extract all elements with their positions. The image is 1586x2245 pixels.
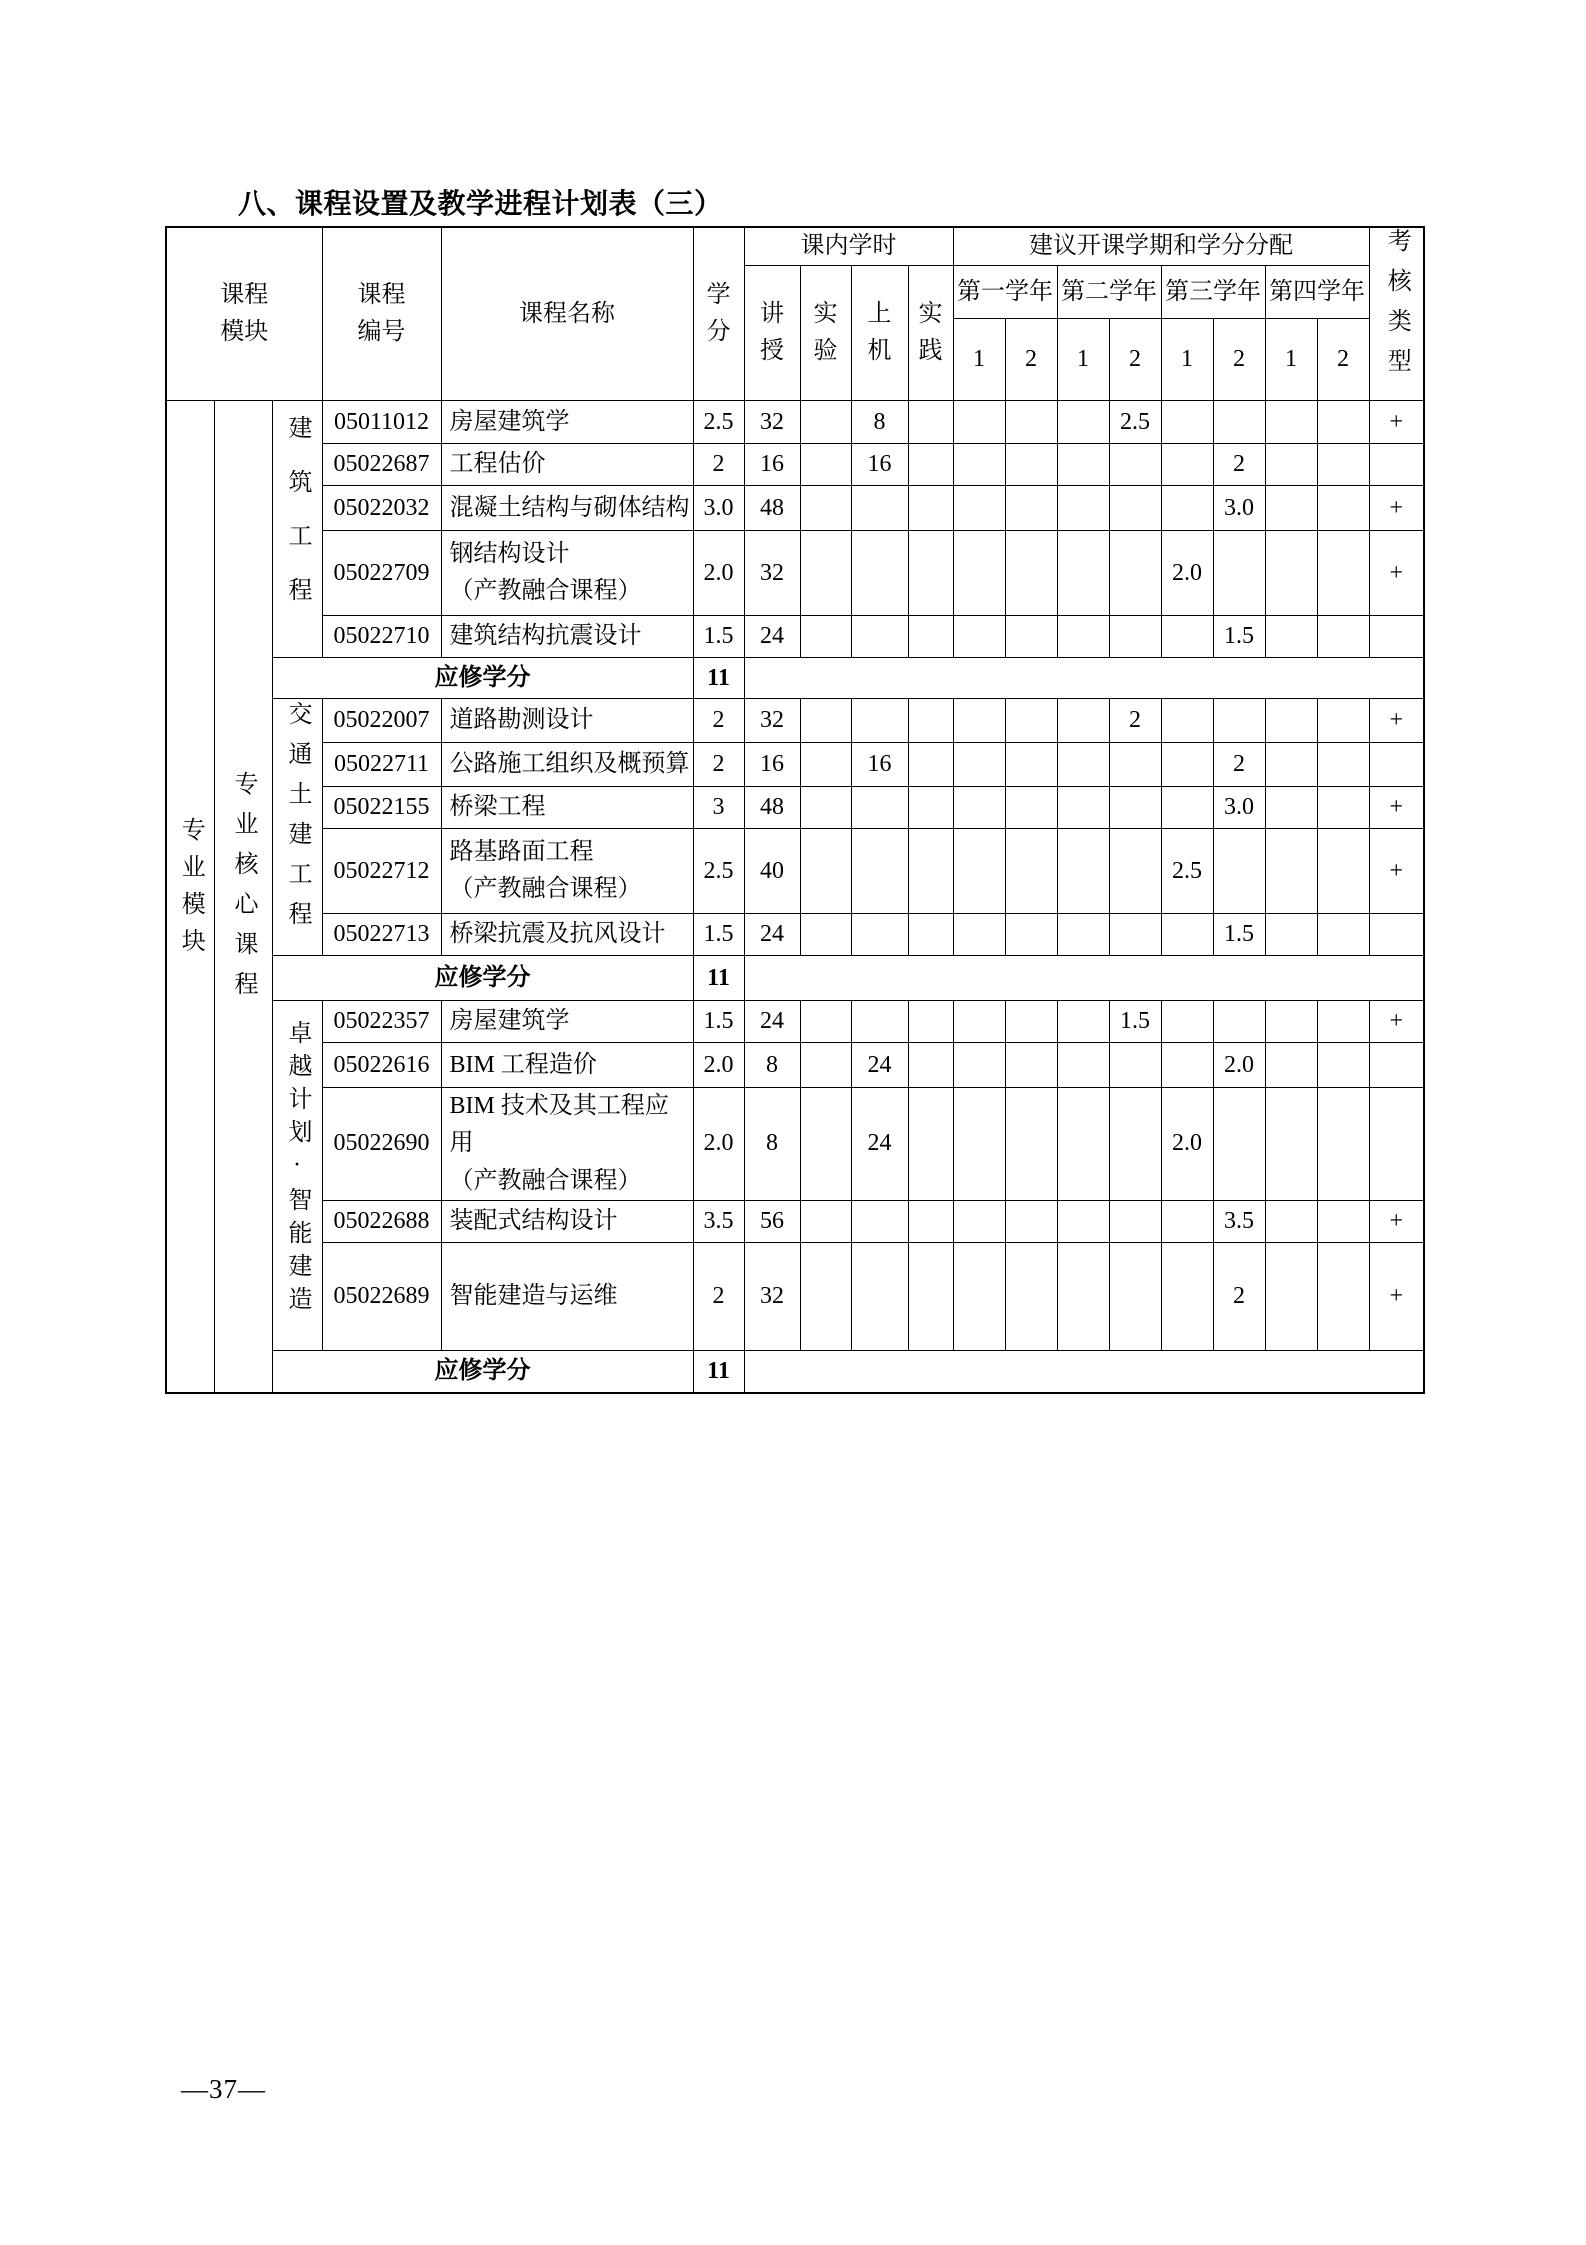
table-cell bbox=[1317, 829, 1369, 914]
table-cell bbox=[908, 1242, 953, 1350]
table-cell bbox=[1317, 787, 1369, 829]
credit: 1.5 bbox=[693, 914, 744, 956]
exam-type: + bbox=[1369, 787, 1424, 829]
required-credits-value: 11 bbox=[693, 658, 744, 699]
table-cell bbox=[908, 743, 953, 787]
sem-credit: 1.5 bbox=[1109, 1001, 1161, 1043]
exam-type: + bbox=[1369, 1242, 1424, 1350]
sem-credit: 2.5 bbox=[1161, 829, 1213, 914]
table-cell bbox=[1057, 1043, 1109, 1088]
exam-type: + bbox=[1369, 829, 1424, 914]
table-cell bbox=[1317, 1200, 1369, 1242]
exam-type: + bbox=[1369, 1200, 1424, 1242]
exam-type bbox=[1369, 616, 1424, 658]
table-cell bbox=[908, 1001, 953, 1043]
table-cell bbox=[953, 1242, 1005, 1350]
credit: 2 bbox=[693, 1242, 744, 1350]
table-cell bbox=[1057, 616, 1109, 658]
table-cell bbox=[1109, 486, 1161, 531]
page-title: 八、课程设置及教学进程计划表（三） bbox=[238, 188, 723, 219]
table-cell bbox=[1265, 444, 1317, 486]
table-cell bbox=[1213, 531, 1265, 616]
course-name: 工程估价 bbox=[441, 444, 693, 486]
table-cell bbox=[1057, 699, 1109, 743]
course-code: 05022711 bbox=[322, 743, 441, 787]
required-credits-label: 应修学分 bbox=[272, 956, 693, 1001]
header-lecture: 讲 授 bbox=[744, 266, 800, 401]
table-cell bbox=[1213, 699, 1265, 743]
exam-type bbox=[1369, 1088, 1424, 1201]
table-cell bbox=[800, 444, 851, 486]
credit: 2.5 bbox=[693, 829, 744, 914]
header-practice: 实 践 bbox=[908, 266, 953, 401]
sem-credit: 2 bbox=[1109, 699, 1161, 743]
course-name: 装配式结构设计 bbox=[441, 1200, 693, 1242]
table-cell bbox=[908, 531, 953, 616]
table-cell bbox=[1213, 401, 1265, 444]
group-label: 建筑工程 bbox=[272, 401, 322, 658]
group-label: 卓越计划·智能建造 bbox=[272, 1001, 322, 1351]
header-year4: 第四学年 bbox=[1265, 266, 1369, 319]
table-cell bbox=[800, 699, 851, 743]
hours-lecture: 32 bbox=[744, 401, 800, 444]
table-cell bbox=[1005, 743, 1057, 787]
required-credits-label: 应修学分 bbox=[272, 1350, 693, 1393]
header-y4s2: 2 bbox=[1317, 319, 1369, 401]
table-cell bbox=[1317, 531, 1369, 616]
table-cell bbox=[800, 829, 851, 914]
table-cell bbox=[1109, 743, 1161, 787]
exam-type: + bbox=[1369, 486, 1424, 531]
header-year2: 第二学年 bbox=[1057, 266, 1161, 319]
table-cell bbox=[1317, 1043, 1369, 1088]
table-cell bbox=[1005, 1001, 1057, 1043]
table-cell bbox=[800, 1200, 851, 1242]
credit: 3.0 bbox=[693, 486, 744, 531]
course-name: 路基路面工程 （产教融合课程） bbox=[441, 829, 693, 914]
table-cell bbox=[1005, 616, 1057, 658]
module-label: 专业模块 bbox=[166, 401, 214, 1394]
credit: 2 bbox=[693, 743, 744, 787]
hours-lecture: 32 bbox=[744, 1242, 800, 1350]
table-cell bbox=[1005, 787, 1057, 829]
table-cell bbox=[1317, 1001, 1369, 1043]
credit: 2 bbox=[693, 444, 744, 486]
table-cell bbox=[1005, 1088, 1057, 1201]
course-name: 道路勘测设计 bbox=[441, 699, 693, 743]
sem-credit: 3.0 bbox=[1213, 787, 1265, 829]
sem-credit: 3.0 bbox=[1213, 486, 1265, 531]
table-cell bbox=[1005, 401, 1057, 444]
course-name: 房屋建筑学 bbox=[441, 401, 693, 444]
hours-lecture: 16 bbox=[744, 444, 800, 486]
table-cell bbox=[1161, 401, 1213, 444]
sem-credit: 2.0 bbox=[1213, 1043, 1265, 1088]
table-cell bbox=[1317, 699, 1369, 743]
course-name: 桥梁抗震及抗风设计 bbox=[441, 914, 693, 956]
table-cell bbox=[908, 699, 953, 743]
table-cell bbox=[1265, 1200, 1317, 1242]
hours-lecture: 24 bbox=[744, 914, 800, 956]
table-cell bbox=[1109, 829, 1161, 914]
table-cell bbox=[851, 787, 908, 829]
course-name: 房屋建筑学 bbox=[441, 1001, 693, 1043]
course-code: 05022687 bbox=[322, 444, 441, 486]
header-course-name: 课程名称 bbox=[441, 227, 693, 401]
table-cell bbox=[1213, 829, 1265, 914]
table-cell bbox=[1005, 1200, 1057, 1242]
table-cell bbox=[1317, 486, 1369, 531]
group-label: 交通土建工程 bbox=[272, 699, 322, 956]
hours-computer: 8 bbox=[851, 401, 908, 444]
course-name: 桥梁工程 bbox=[441, 787, 693, 829]
sem-credit: 1.5 bbox=[1213, 914, 1265, 956]
credit: 1.5 bbox=[693, 616, 744, 658]
course-code: 05022710 bbox=[322, 616, 441, 658]
table-cell bbox=[953, 486, 1005, 531]
table-cell bbox=[1109, 1043, 1161, 1088]
table-cell bbox=[1265, 486, 1317, 531]
table-cell bbox=[1265, 616, 1317, 658]
table-cell bbox=[908, 1088, 953, 1201]
table-cell bbox=[1005, 914, 1057, 956]
credit: 1.5 bbox=[693, 1001, 744, 1043]
sem-credit: 2 bbox=[1213, 743, 1265, 787]
header-y1s1: 1 bbox=[953, 319, 1005, 401]
course-name: 混凝土结构与砌体结构 bbox=[441, 486, 693, 531]
table-cell bbox=[851, 1200, 908, 1242]
table-cell bbox=[1161, 486, 1213, 531]
table-cell bbox=[1057, 444, 1109, 486]
table-cell bbox=[1265, 743, 1317, 787]
table-cell bbox=[800, 1242, 851, 1350]
course-code: 05022007 bbox=[322, 699, 441, 743]
table-cell bbox=[1005, 1043, 1057, 1088]
credit: 2 bbox=[693, 699, 744, 743]
table-cell bbox=[800, 743, 851, 787]
hours-computer: 16 bbox=[851, 743, 908, 787]
table-cell bbox=[1317, 914, 1369, 956]
table-cell bbox=[851, 1242, 908, 1350]
header-year3: 第三学年 bbox=[1161, 266, 1265, 319]
table-cell bbox=[1057, 401, 1109, 444]
course-code: 05022616 bbox=[322, 1043, 441, 1088]
course-name: BIM 技术及其工程应用 （产教融合课程） bbox=[441, 1088, 693, 1201]
course-code: 05022712 bbox=[322, 829, 441, 914]
table-cell bbox=[1109, 1200, 1161, 1242]
table-cell bbox=[953, 1088, 1005, 1201]
table-cell bbox=[908, 1200, 953, 1242]
page-number: —37— bbox=[181, 2074, 266, 2104]
course-name: 钢结构设计 （产教融合课程） bbox=[441, 531, 693, 616]
core-label: 专业核心课程 bbox=[214, 401, 272, 1394]
course-code: 05022689 bbox=[322, 1242, 441, 1350]
exam-type bbox=[1369, 1043, 1424, 1088]
table-cell bbox=[1057, 743, 1109, 787]
header-y3s2: 2 bbox=[1213, 319, 1265, 401]
hours-lecture: 40 bbox=[744, 829, 800, 914]
credit: 3.5 bbox=[693, 1200, 744, 1242]
table-cell bbox=[1057, 1200, 1109, 1242]
hours-lecture: 24 bbox=[744, 616, 800, 658]
table-cell bbox=[1109, 1088, 1161, 1201]
table-cell bbox=[1057, 914, 1109, 956]
table-cell bbox=[908, 444, 953, 486]
credit: 3 bbox=[693, 787, 744, 829]
table-cell bbox=[953, 1001, 1005, 1043]
table-cell bbox=[1161, 1242, 1213, 1350]
table-cell bbox=[1005, 444, 1057, 486]
course-code: 05022713 bbox=[322, 914, 441, 956]
table-cell bbox=[1317, 401, 1369, 444]
table-cell bbox=[1005, 1242, 1057, 1350]
hours-lecture: 32 bbox=[744, 531, 800, 616]
table-cell bbox=[1057, 1088, 1109, 1201]
sem-credit: 2 bbox=[1213, 1242, 1265, 1350]
header-exam-type: 考核类型 bbox=[1369, 227, 1424, 401]
hours-lecture: 16 bbox=[744, 743, 800, 787]
sem-credit: 2 bbox=[1213, 444, 1265, 486]
sem-credit: 2.0 bbox=[1161, 531, 1213, 616]
table-cell bbox=[908, 1043, 953, 1088]
table-cell bbox=[953, 531, 1005, 616]
course-name: 智能建造与运维 bbox=[441, 1242, 693, 1350]
header-semester-allocation: 建议开课学期和学分分配 bbox=[953, 227, 1369, 266]
course-code: 05022155 bbox=[322, 787, 441, 829]
header-y3s1: 1 bbox=[1161, 319, 1213, 401]
table-cell bbox=[1161, 743, 1213, 787]
table-cell bbox=[1265, 531, 1317, 616]
table-cell bbox=[1265, 401, 1317, 444]
hours-lecture: 48 bbox=[744, 787, 800, 829]
header-course-code: 课程 编号 bbox=[322, 227, 441, 401]
table-cell bbox=[908, 829, 953, 914]
table-cell bbox=[1213, 1088, 1265, 1201]
hours-lecture: 32 bbox=[744, 699, 800, 743]
header-year1: 第一学年 bbox=[953, 266, 1057, 319]
spacer bbox=[744, 658, 1424, 699]
table-cell bbox=[1109, 531, 1161, 616]
table-cell bbox=[908, 486, 953, 531]
table-cell bbox=[1317, 1242, 1369, 1350]
table-cell bbox=[1317, 444, 1369, 486]
table-cell bbox=[1161, 444, 1213, 486]
table-cell bbox=[851, 616, 908, 658]
spacer bbox=[744, 1350, 1424, 1393]
table-cell bbox=[908, 914, 953, 956]
table-cell bbox=[1317, 1088, 1369, 1201]
table-cell bbox=[1265, 1043, 1317, 1088]
table-cell bbox=[953, 914, 1005, 956]
table-cell bbox=[800, 1043, 851, 1088]
spacer bbox=[744, 956, 1424, 1001]
table-cell bbox=[1317, 743, 1369, 787]
hours-lecture: 48 bbox=[744, 486, 800, 531]
table-cell bbox=[851, 486, 908, 531]
table-cell bbox=[1161, 914, 1213, 956]
table-cell bbox=[953, 743, 1005, 787]
table-cell bbox=[800, 914, 851, 956]
exam-type: + bbox=[1369, 1001, 1424, 1043]
hours-lecture: 24 bbox=[744, 1001, 800, 1043]
header-y1s2: 2 bbox=[1005, 319, 1057, 401]
table-cell bbox=[851, 914, 908, 956]
table-cell bbox=[1161, 1043, 1213, 1088]
table-cell bbox=[1213, 1001, 1265, 1043]
table-cell bbox=[953, 444, 1005, 486]
table-cell bbox=[800, 486, 851, 531]
exam-type: + bbox=[1369, 699, 1424, 743]
table-cell bbox=[1265, 1242, 1317, 1350]
table-cell bbox=[908, 616, 953, 658]
table-cell bbox=[800, 616, 851, 658]
table-cell bbox=[1057, 1242, 1109, 1350]
exam-type: + bbox=[1369, 401, 1424, 444]
sem-credit: 2.5 bbox=[1109, 401, 1161, 444]
exam-type bbox=[1369, 444, 1424, 486]
sem-credit: 1.5 bbox=[1213, 616, 1265, 658]
table-cell bbox=[1161, 1001, 1213, 1043]
table-cell bbox=[1005, 699, 1057, 743]
hours-computer: 24 bbox=[851, 1088, 908, 1201]
course-name: 建筑结构抗震设计 bbox=[441, 616, 693, 658]
course-name: 公路施工组织及概预算 bbox=[441, 743, 693, 787]
table-cell bbox=[1005, 531, 1057, 616]
header-y4s1: 1 bbox=[1265, 319, 1317, 401]
required-credits-label: 应修学分 bbox=[272, 658, 693, 699]
exam-type bbox=[1369, 914, 1424, 956]
table-cell bbox=[800, 1001, 851, 1043]
sem-credit: 2.0 bbox=[1161, 1088, 1213, 1201]
table-cell bbox=[1057, 787, 1109, 829]
table-cell bbox=[800, 1088, 851, 1201]
header-inclass-hours: 课内学时 bbox=[744, 227, 953, 266]
header-course-module: 课程 模块 bbox=[166, 227, 322, 401]
table-cell bbox=[1109, 914, 1161, 956]
table-cell bbox=[953, 1200, 1005, 1242]
table-cell bbox=[908, 401, 953, 444]
table-cell bbox=[1265, 1001, 1317, 1043]
course-code: 05011012 bbox=[322, 401, 441, 444]
table-cell bbox=[1057, 486, 1109, 531]
table-cell bbox=[953, 787, 1005, 829]
table-cell bbox=[1005, 829, 1057, 914]
credit: 2.0 bbox=[693, 1088, 744, 1201]
course-code: 05022357 bbox=[322, 1001, 441, 1043]
exam-type: + bbox=[1369, 531, 1424, 616]
table-cell bbox=[800, 531, 851, 616]
header-y2s2: 2 bbox=[1109, 319, 1161, 401]
hours-lecture: 56 bbox=[744, 1200, 800, 1242]
hours-computer: 16 bbox=[851, 444, 908, 486]
credit: 2.5 bbox=[693, 401, 744, 444]
table-cell bbox=[1265, 699, 1317, 743]
header-credit: 学 分 bbox=[693, 227, 744, 401]
course-code: 05022690 bbox=[322, 1088, 441, 1201]
sem-credit: 3.5 bbox=[1213, 1200, 1265, 1242]
table-cell bbox=[1109, 616, 1161, 658]
table-cell bbox=[851, 531, 908, 616]
table-cell bbox=[953, 616, 1005, 658]
table-cell bbox=[1057, 829, 1109, 914]
table-cell bbox=[953, 829, 1005, 914]
header-y2s1: 1 bbox=[1057, 319, 1109, 401]
header-computer: 上 机 bbox=[851, 266, 908, 401]
table-cell bbox=[1109, 787, 1161, 829]
table-cell bbox=[800, 787, 851, 829]
hours-lecture: 8 bbox=[744, 1043, 800, 1088]
table-cell bbox=[953, 401, 1005, 444]
table-cell bbox=[1161, 787, 1213, 829]
hours-computer: 24 bbox=[851, 1043, 908, 1088]
table-cell bbox=[851, 1001, 908, 1043]
hours-lecture: 8 bbox=[744, 1088, 800, 1201]
header-experiment: 实 验 bbox=[800, 266, 851, 401]
credit: 2.0 bbox=[693, 1043, 744, 1088]
table-cell bbox=[953, 699, 1005, 743]
table-cell bbox=[1057, 1001, 1109, 1043]
table-cell bbox=[1317, 616, 1369, 658]
table-cell bbox=[1057, 531, 1109, 616]
course-code: 05022688 bbox=[322, 1200, 441, 1242]
table-cell bbox=[1109, 1242, 1161, 1350]
course-code: 05022032 bbox=[322, 486, 441, 531]
table-cell bbox=[800, 401, 851, 444]
credit: 2.0 bbox=[693, 531, 744, 616]
table-cell bbox=[1265, 914, 1317, 956]
table-cell bbox=[908, 787, 953, 829]
course-code: 05022709 bbox=[322, 531, 441, 616]
table-cell bbox=[1005, 486, 1057, 531]
table-cell bbox=[1109, 444, 1161, 486]
table-cell bbox=[1161, 616, 1213, 658]
table-cell bbox=[1161, 699, 1213, 743]
table-cell bbox=[851, 829, 908, 914]
table-cell bbox=[1161, 1200, 1213, 1242]
table-cell bbox=[1265, 1088, 1317, 1201]
table-cell bbox=[1265, 829, 1317, 914]
course-name: BIM 工程造价 bbox=[441, 1043, 693, 1088]
table-cell bbox=[851, 699, 908, 743]
exam-type bbox=[1369, 743, 1424, 787]
course-plan-table bbox=[165, 226, 1425, 1394]
table-cell bbox=[953, 1043, 1005, 1088]
required-credits-value: 11 bbox=[693, 1350, 744, 1393]
table-cell bbox=[1265, 787, 1317, 829]
required-credits-value: 11 bbox=[693, 956, 744, 1001]
